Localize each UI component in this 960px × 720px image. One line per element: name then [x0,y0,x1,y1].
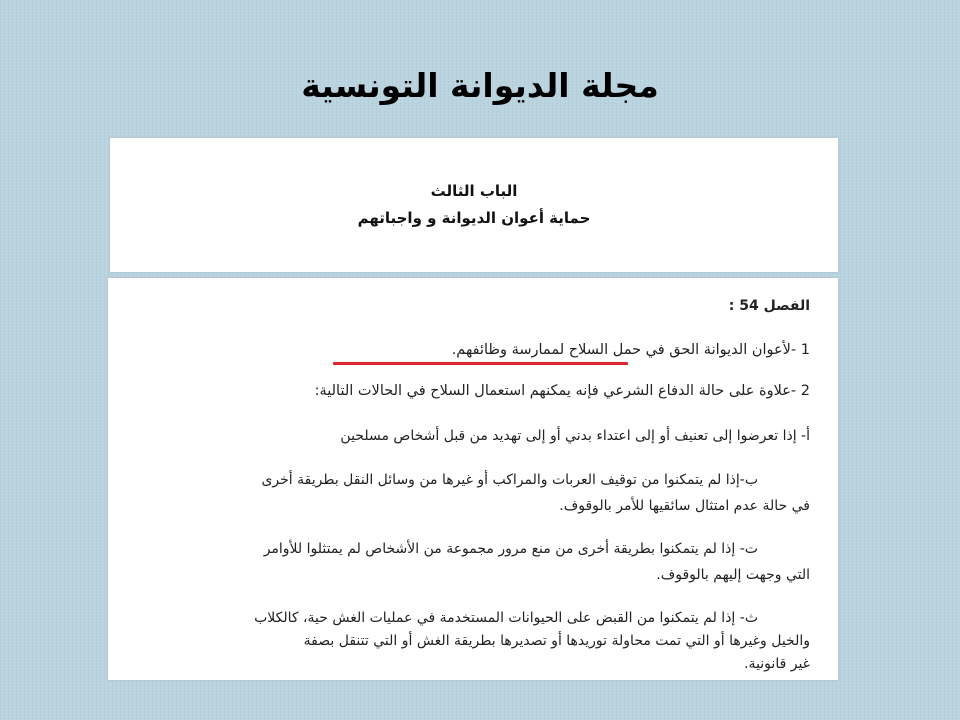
article-line-7: التي وجهت إليهم بالوقوف. [656,567,810,583]
article-line-9: والخيل وغيرها أو التي تمت محاولة توريدها أو تصديرها بطريقة الغش أو التي تتنقل بصفة [303,633,810,649]
article-line-10: غير قانونية. [744,656,810,672]
article-text-box [108,278,838,680]
chapter-title: حماية أعوان الديوانة و واجباتهم [357,209,591,227]
article-line-6: ت- إذا لم يتمكنوا بطريقة أخرى من منع مرور مجموعة من الأشخاص لم يمتثلوا للأوامر [263,541,758,557]
slide-title: مجلة الديوانة التونسية [301,66,659,105]
article-line-4: ب-إذا لم يتمكنوا من توقيف العربات والمراكب أو غيرها من وسائل النقل بطريقة أخرى [261,472,758,488]
chapter-number: الباب الثالث [430,182,518,200]
article-line-3: أ- إذا تعرضوا إلى تعنيف أو إلى اعتداء بدني أو إلى تهديد من قبل أشخاص مسلحين [340,428,810,444]
article-line-1: 1 -لأعوان الديوانة الحق في حمل السلاح لممارسة وظائفهم. [451,342,810,358]
article-heading: الفصل 54 : [728,298,810,314]
article-line-2: 2 -علاوة على حالة الدفاع الشرعي فإنه يمكنهم استعمال السلاح في الحالات التالية: [314,383,810,399]
article-line-5: في حالة عدم امتثال سائقيها للأمر بالوقوف. [559,498,810,514]
article-line-8: ث- إذا لم يتمكنوا من القبض على الحيوانات المستخدمة في عمليات الغش حية، كالكلاب [254,610,758,626]
chapter-header-box [110,138,838,272]
highlight-underline [333,362,628,365]
